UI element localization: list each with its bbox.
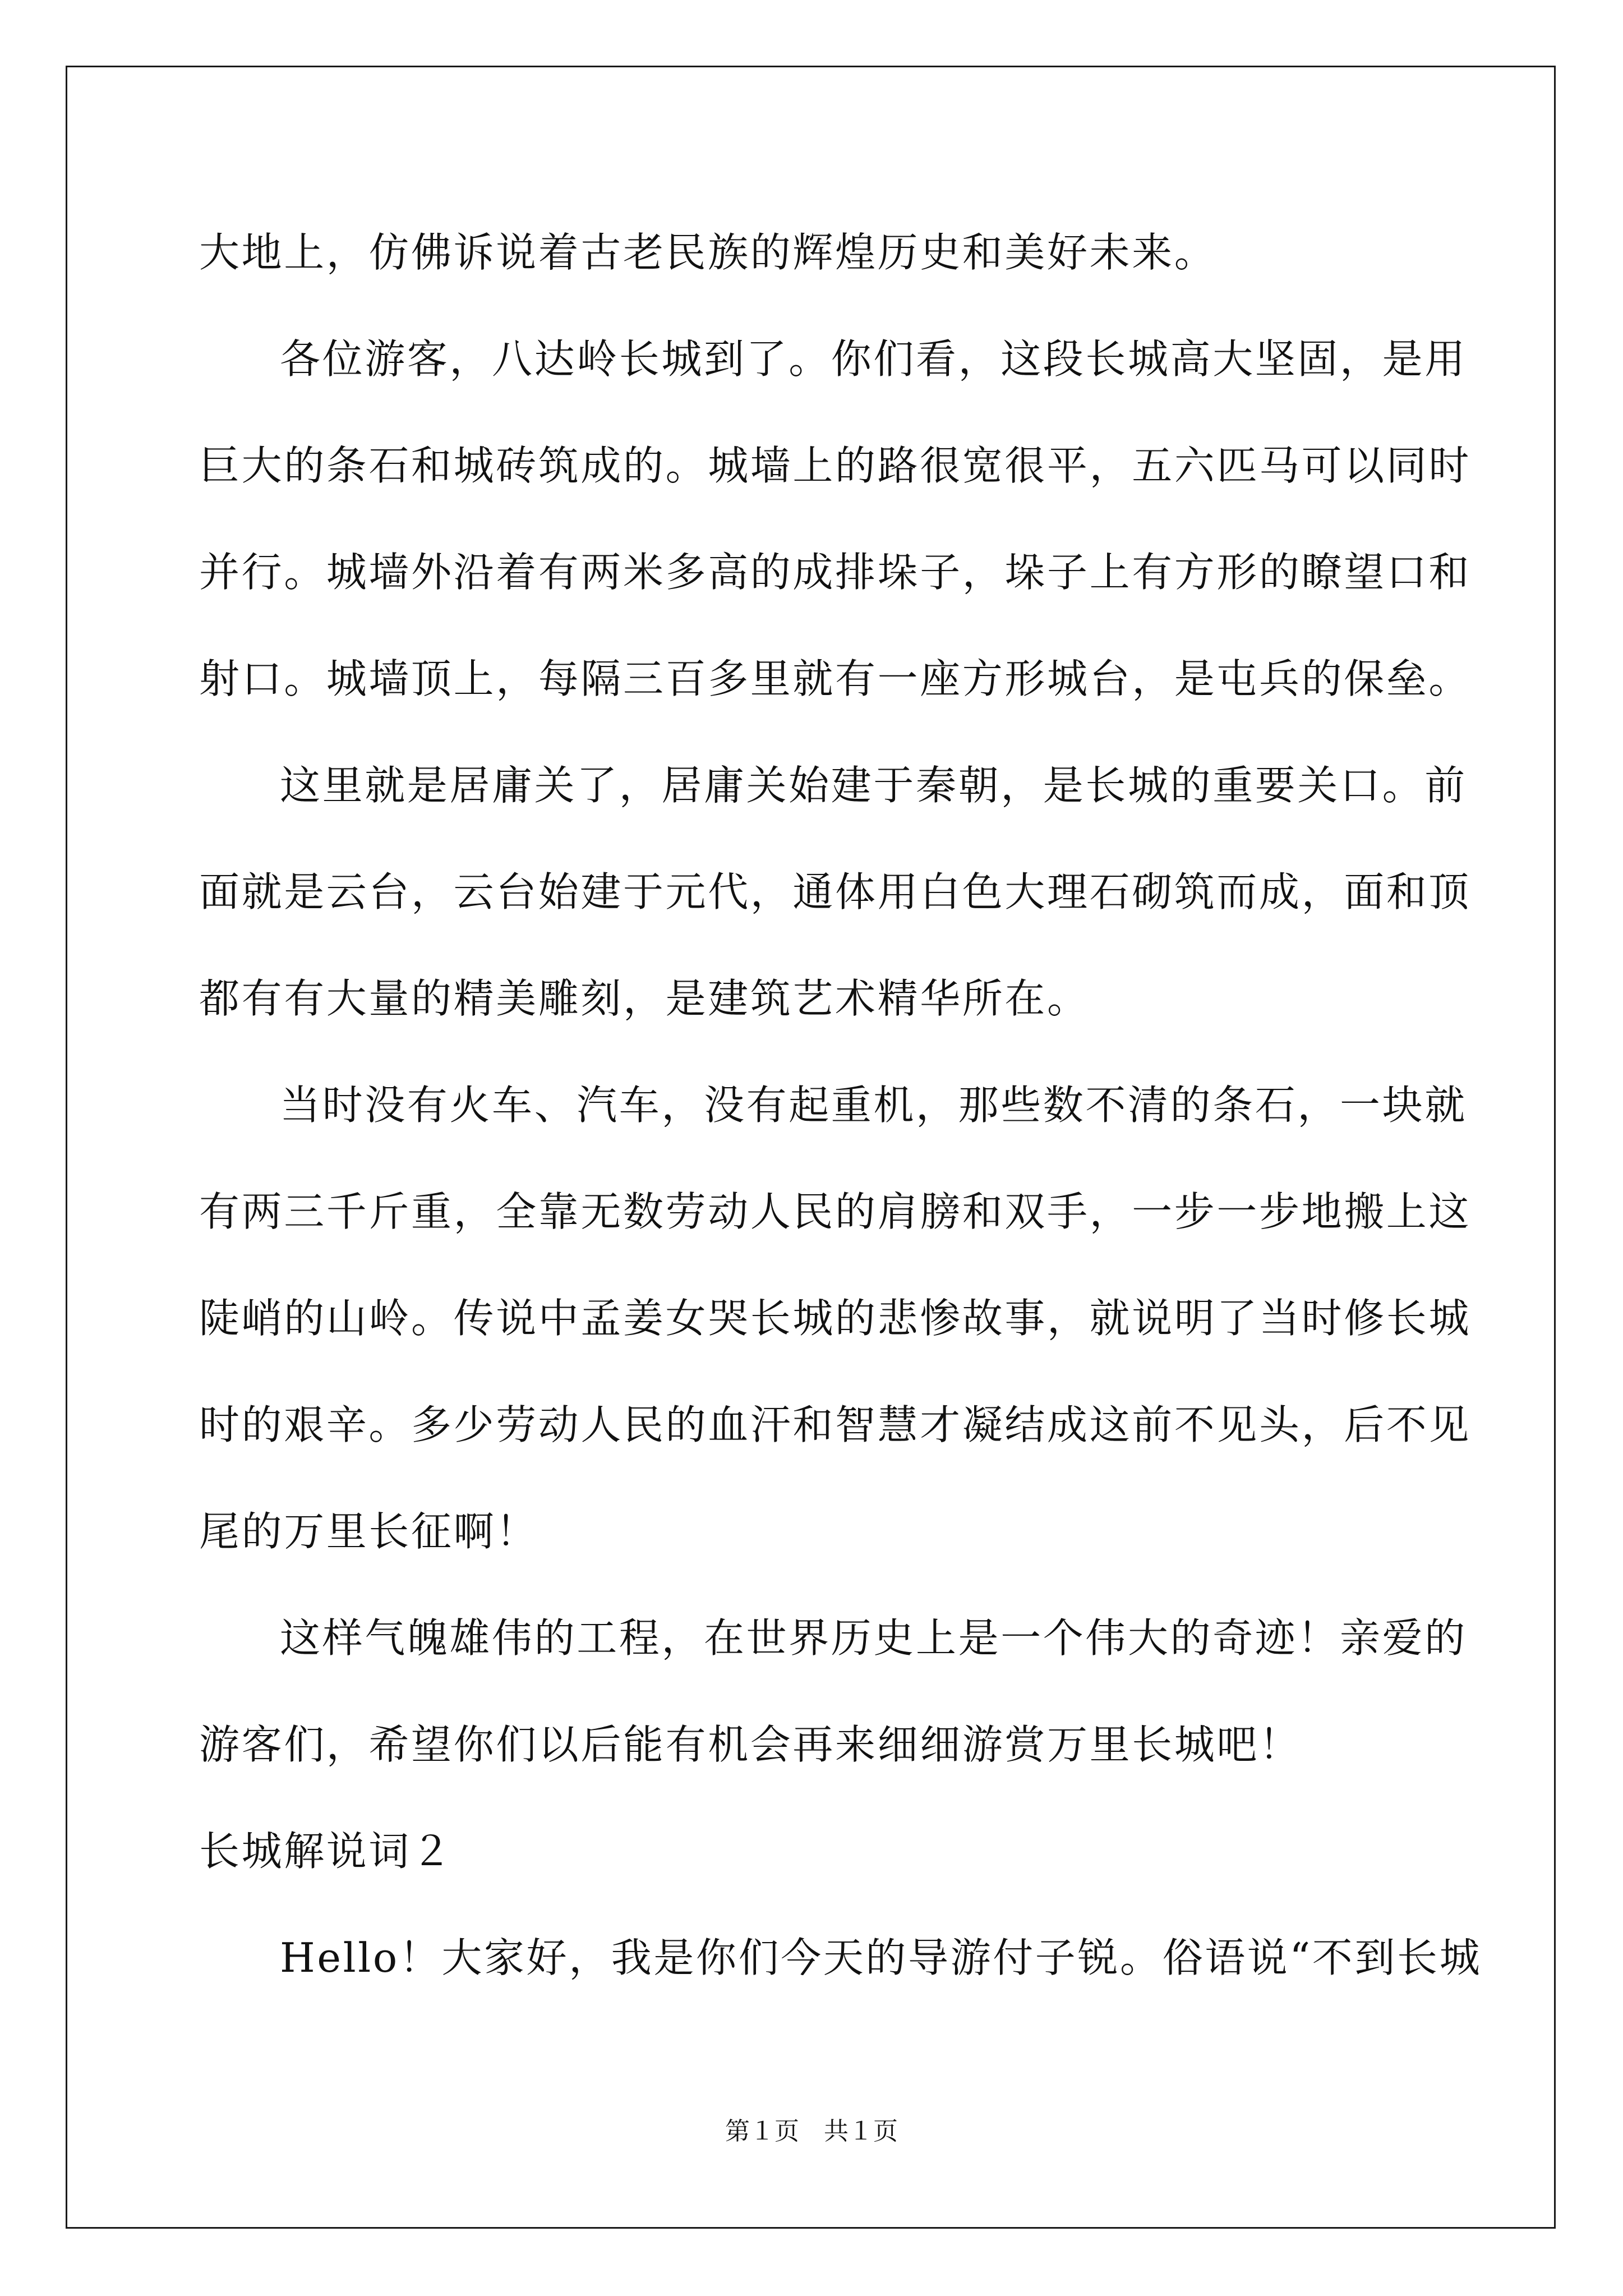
text-line: 大地上，仿佛诉说着古老民族的辉煌历史和美好未来。 (199, 229, 1217, 276)
section-heading: 长城解说词２ (199, 1828, 454, 1875)
text-line: 射口。城墙顶上，每隔三百多里就有一座方形城台，是屯兵的保垒。 (199, 655, 1472, 702)
document-body (199, 199, 1482, 2011)
paragraph-start-line: 这样气魄雄伟的工程，在世界历史上是一个伟大的奇迹！亲爱的 (280, 1614, 1467, 1662)
paragraph-start-line: 当时没有火车、汽车，没有起重机，那些数不清的条石，一块就 (280, 1082, 1467, 1129)
text-line: 面就是云台，云台始建于元代，通体用白色大理石砌筑而成，面和顶 (199, 868, 1472, 915)
text-line: 都有有大量的精美雕刻，是建筑艺术精华所在。 (199, 975, 1090, 1022)
text-line: 时的艰辛。多少劳动人民的血汗和智慧才凝结成这前不见头，后不见 (199, 1401, 1472, 1448)
text-line: 巨大的条石和城砖筑成的。城墙上的路很宽很平，五六匹马可以同时 (199, 442, 1472, 489)
text-line: 尾的万里长征啊！ (199, 1508, 538, 1555)
paragraph-start-line: Hello！大家好，我是你们今天的导游付子锐。俗语说“不到长城 (280, 1934, 1482, 1981)
text-line: 游客们，希望你们以后能有机会再来细细游赏万里长城吧！ (199, 1721, 1302, 1768)
page-footer: 第１页 共１页 (725, 2117, 898, 2146)
text-line: 陡峭的山岭。传说中孟姜女哭长城的悲惨故事，就说明了当时修长城 (199, 1295, 1472, 1342)
paragraph-start-line: 各位游客，八达岭长城到了。你们看，这段长城高大坚固，是用 (280, 335, 1467, 383)
text-line: 并行。城墙外沿着有两米多高的成排垛子，垛子上有方形的瞭望口和 (199, 549, 1472, 596)
text-line: 有两三千斤重，全靠无数劳动人民的肩膀和双手，一步一步地搬上这 (199, 1188, 1472, 1235)
paragraph-start-line: 这里就是居庸关了，居庸关始建于秦朝，是长城的重要关口。前 (280, 762, 1467, 809)
